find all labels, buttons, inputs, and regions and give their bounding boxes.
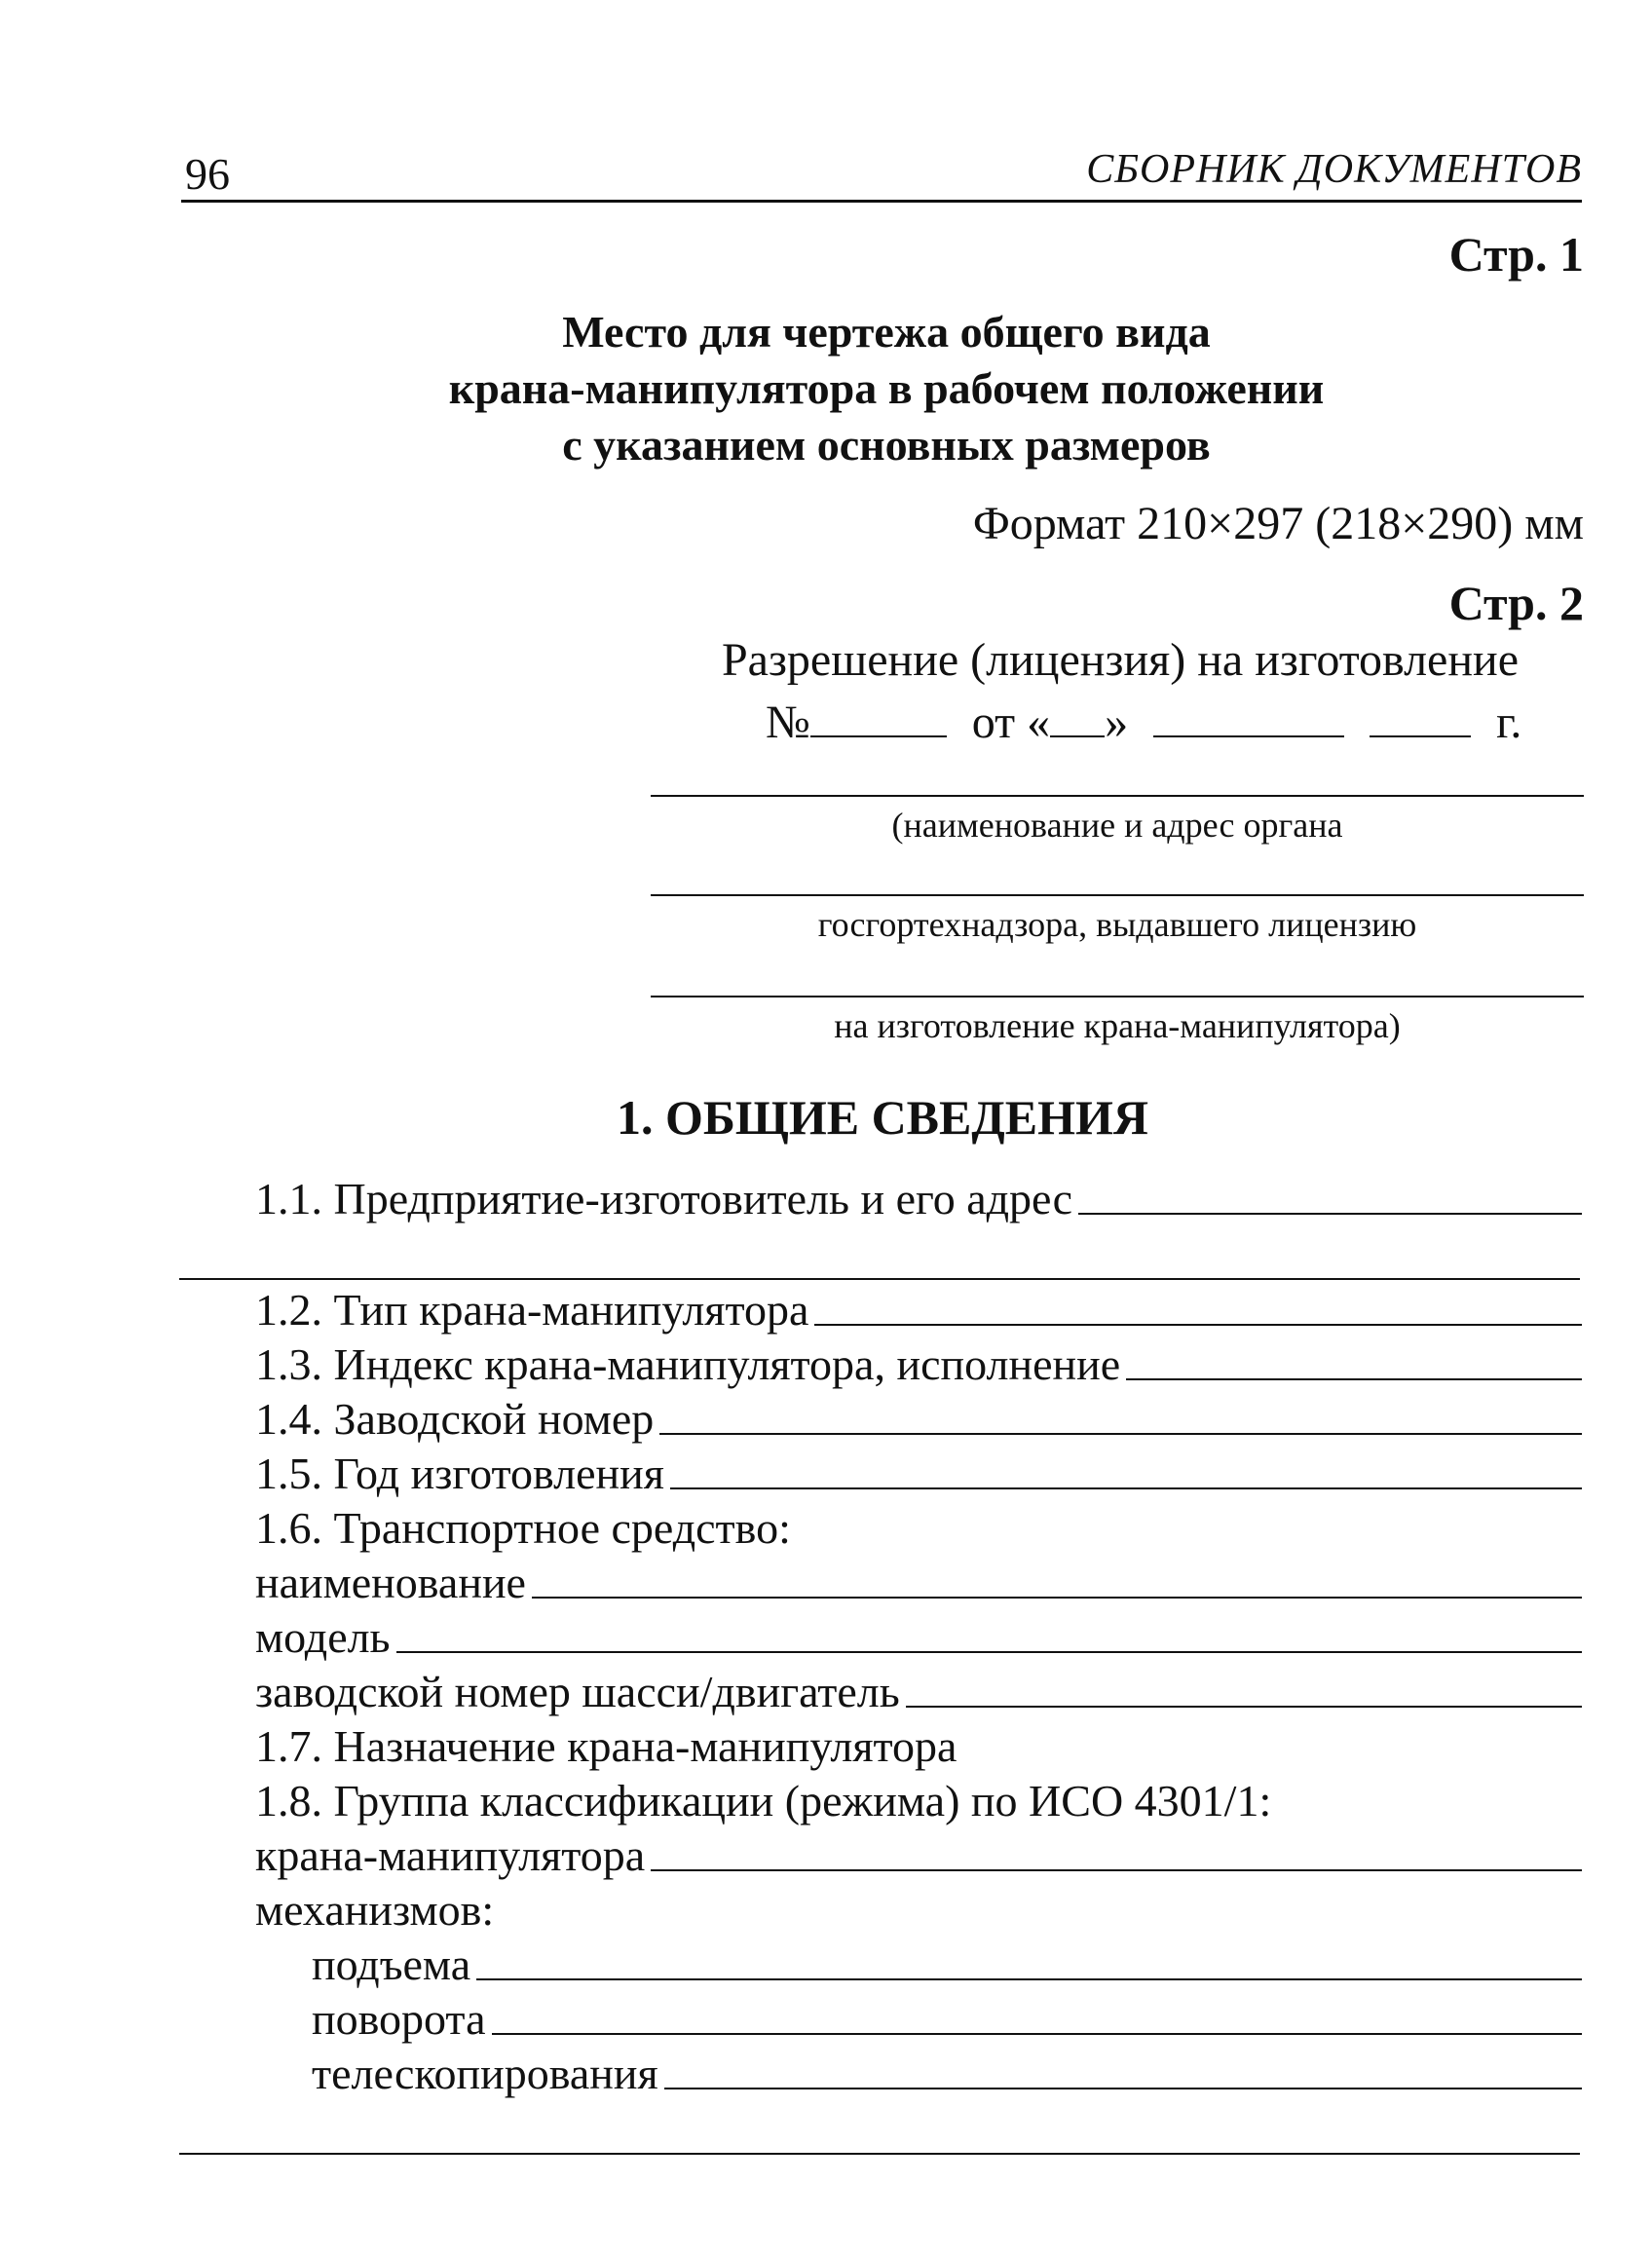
field-serial-input[interactable] bbox=[906, 1706, 1582, 1708]
authority-caption-3: на изготовление крана-манипулятора) bbox=[834, 1006, 1401, 1045]
authority-field-1[interactable] bbox=[651, 795, 1584, 797]
field-1-8 bbox=[255, 1775, 1582, 1826]
license-day-field[interactable] bbox=[1050, 694, 1105, 737]
field-telescoping-input[interactable] bbox=[664, 2088, 1582, 2089]
license-heading: Разрешение (лицензия) на изготовление bbox=[721, 634, 1520, 686]
field-1-1 bbox=[255, 1173, 1582, 1224]
field-vehicle-name-label: наименование bbox=[255, 1558, 526, 1607]
field-vehicle-model bbox=[255, 1611, 1582, 1663]
field-1-4 bbox=[255, 1393, 1582, 1445]
drawing-title-line-2: крана-манипулятора в рабочем положении bbox=[448, 363, 1325, 413]
authority-field-3[interactable] bbox=[651, 996, 1584, 997]
license-year-field[interactable] bbox=[1370, 694, 1471, 737]
field-slewing bbox=[312, 1993, 1582, 2045]
authority-caption-1: (наименование и адрес органа bbox=[891, 806, 1343, 845]
field-1-6 bbox=[255, 1502, 1582, 1554]
field-1-1-continuation[interactable] bbox=[179, 1278, 1580, 1280]
license-from-label: от « bbox=[971, 696, 1051, 749]
field-vehicle-model-input[interactable] bbox=[396, 1651, 1582, 1653]
field-1-2-label: 1.2. Тип крана-манипулятора bbox=[255, 1285, 809, 1335]
field-telescoping bbox=[312, 2048, 1582, 2099]
field-mechanisms bbox=[255, 1884, 1582, 1936]
field-serial bbox=[255, 1666, 1582, 1717]
license-no-label: № bbox=[766, 696, 810, 749]
field-1-5-label: 1.5. Год изготовления bbox=[255, 1449, 664, 1498]
field-1-4-label: 1.4. Заводской номер bbox=[255, 1394, 655, 1444]
field-1-2-input[interactable] bbox=[814, 1324, 1582, 1326]
field-1-4-input[interactable] bbox=[659, 1433, 1582, 1435]
field-crane-group-input[interactable] bbox=[651, 1869, 1582, 1871]
page-number: 96 bbox=[185, 149, 230, 199]
drawing-title-line-3: с указанием основных размеров bbox=[562, 420, 1211, 470]
field-vehicle-model-label: модель bbox=[255, 1612, 391, 1662]
field-1-3-input[interactable] bbox=[1126, 1378, 1582, 1380]
section-title: 1. ОБЩИЕ СВЕДЕНИЯ bbox=[616, 1090, 1149, 1145]
field-mechanisms-label: механизмов: bbox=[255, 1885, 495, 1935]
field-1-6-label: 1.6. Транспортное средство: bbox=[255, 1503, 791, 1553]
field-1-7 bbox=[255, 1720, 1582, 1772]
field-telescoping-label: телескопирования bbox=[312, 2049, 658, 2098]
page-label-1: Стр. 1 bbox=[1448, 227, 1584, 282]
authority-caption-2: госгортехнадзора, выдавшего лицензию bbox=[817, 905, 1417, 944]
field-1-1-label: 1.1. Предприятие-изготовитель и его адрес bbox=[255, 1174, 1073, 1223]
field-1-1-input[interactable] bbox=[1078, 1213, 1582, 1215]
drawing-title bbox=[0, 304, 1652, 473]
bottom-rule[interactable] bbox=[179, 2153, 1580, 2155]
license-year-label: г. bbox=[1496, 696, 1522, 749]
license-month-field[interactable] bbox=[1153, 694, 1344, 737]
page-label-2: Стр. 2 bbox=[1448, 576, 1584, 630]
field-vehicle-name-input[interactable] bbox=[532, 1597, 1582, 1599]
running-title: СБОРНИК ДОКУМЕНТОВ bbox=[1086, 147, 1582, 192]
field-1-7-label: 1.7. Назначение крана-манипулятора bbox=[255, 1721, 957, 1771]
format-spec: Формат 210×297 (218×290) мм bbox=[972, 498, 1584, 549]
drawing-title-line-1: Место для чертежа общего вида bbox=[562, 307, 1211, 357]
field-1-3-label: 1.3. Индекс крана-манипулятора, исполнение bbox=[255, 1339, 1121, 1389]
field-lifting-label: подъема bbox=[312, 1939, 471, 1989]
license-from-close: » bbox=[1105, 696, 1129, 749]
field-crane-group bbox=[255, 1829, 1582, 1881]
field-1-5 bbox=[255, 1448, 1582, 1499]
field-crane-group-label: крана-манипулятора bbox=[255, 1830, 646, 1880]
field-1-5-input[interactable] bbox=[670, 1487, 1582, 1489]
authority-field-2[interactable] bbox=[651, 894, 1584, 896]
field-lifting-input[interactable] bbox=[476, 1978, 1582, 1980]
field-1-2 bbox=[255, 1284, 1582, 1336]
field-slewing-input[interactable] bbox=[492, 2033, 1583, 2035]
header-rule bbox=[181, 200, 1582, 203]
field-1-8-label: 1.8. Группа классификации (режима) по ИСО 4301/1: bbox=[255, 1776, 1272, 1825]
license-no-field[interactable] bbox=[810, 694, 947, 737]
field-serial-label: заводской номер шасси/двигатель bbox=[255, 1667, 900, 1716]
field-vehicle-name bbox=[255, 1557, 1582, 1608]
field-lifting bbox=[312, 1938, 1582, 1990]
field-1-3 bbox=[255, 1338, 1582, 1390]
license-number-line bbox=[766, 694, 1521, 749]
field-slewing-label: поворота bbox=[312, 1994, 486, 2044]
